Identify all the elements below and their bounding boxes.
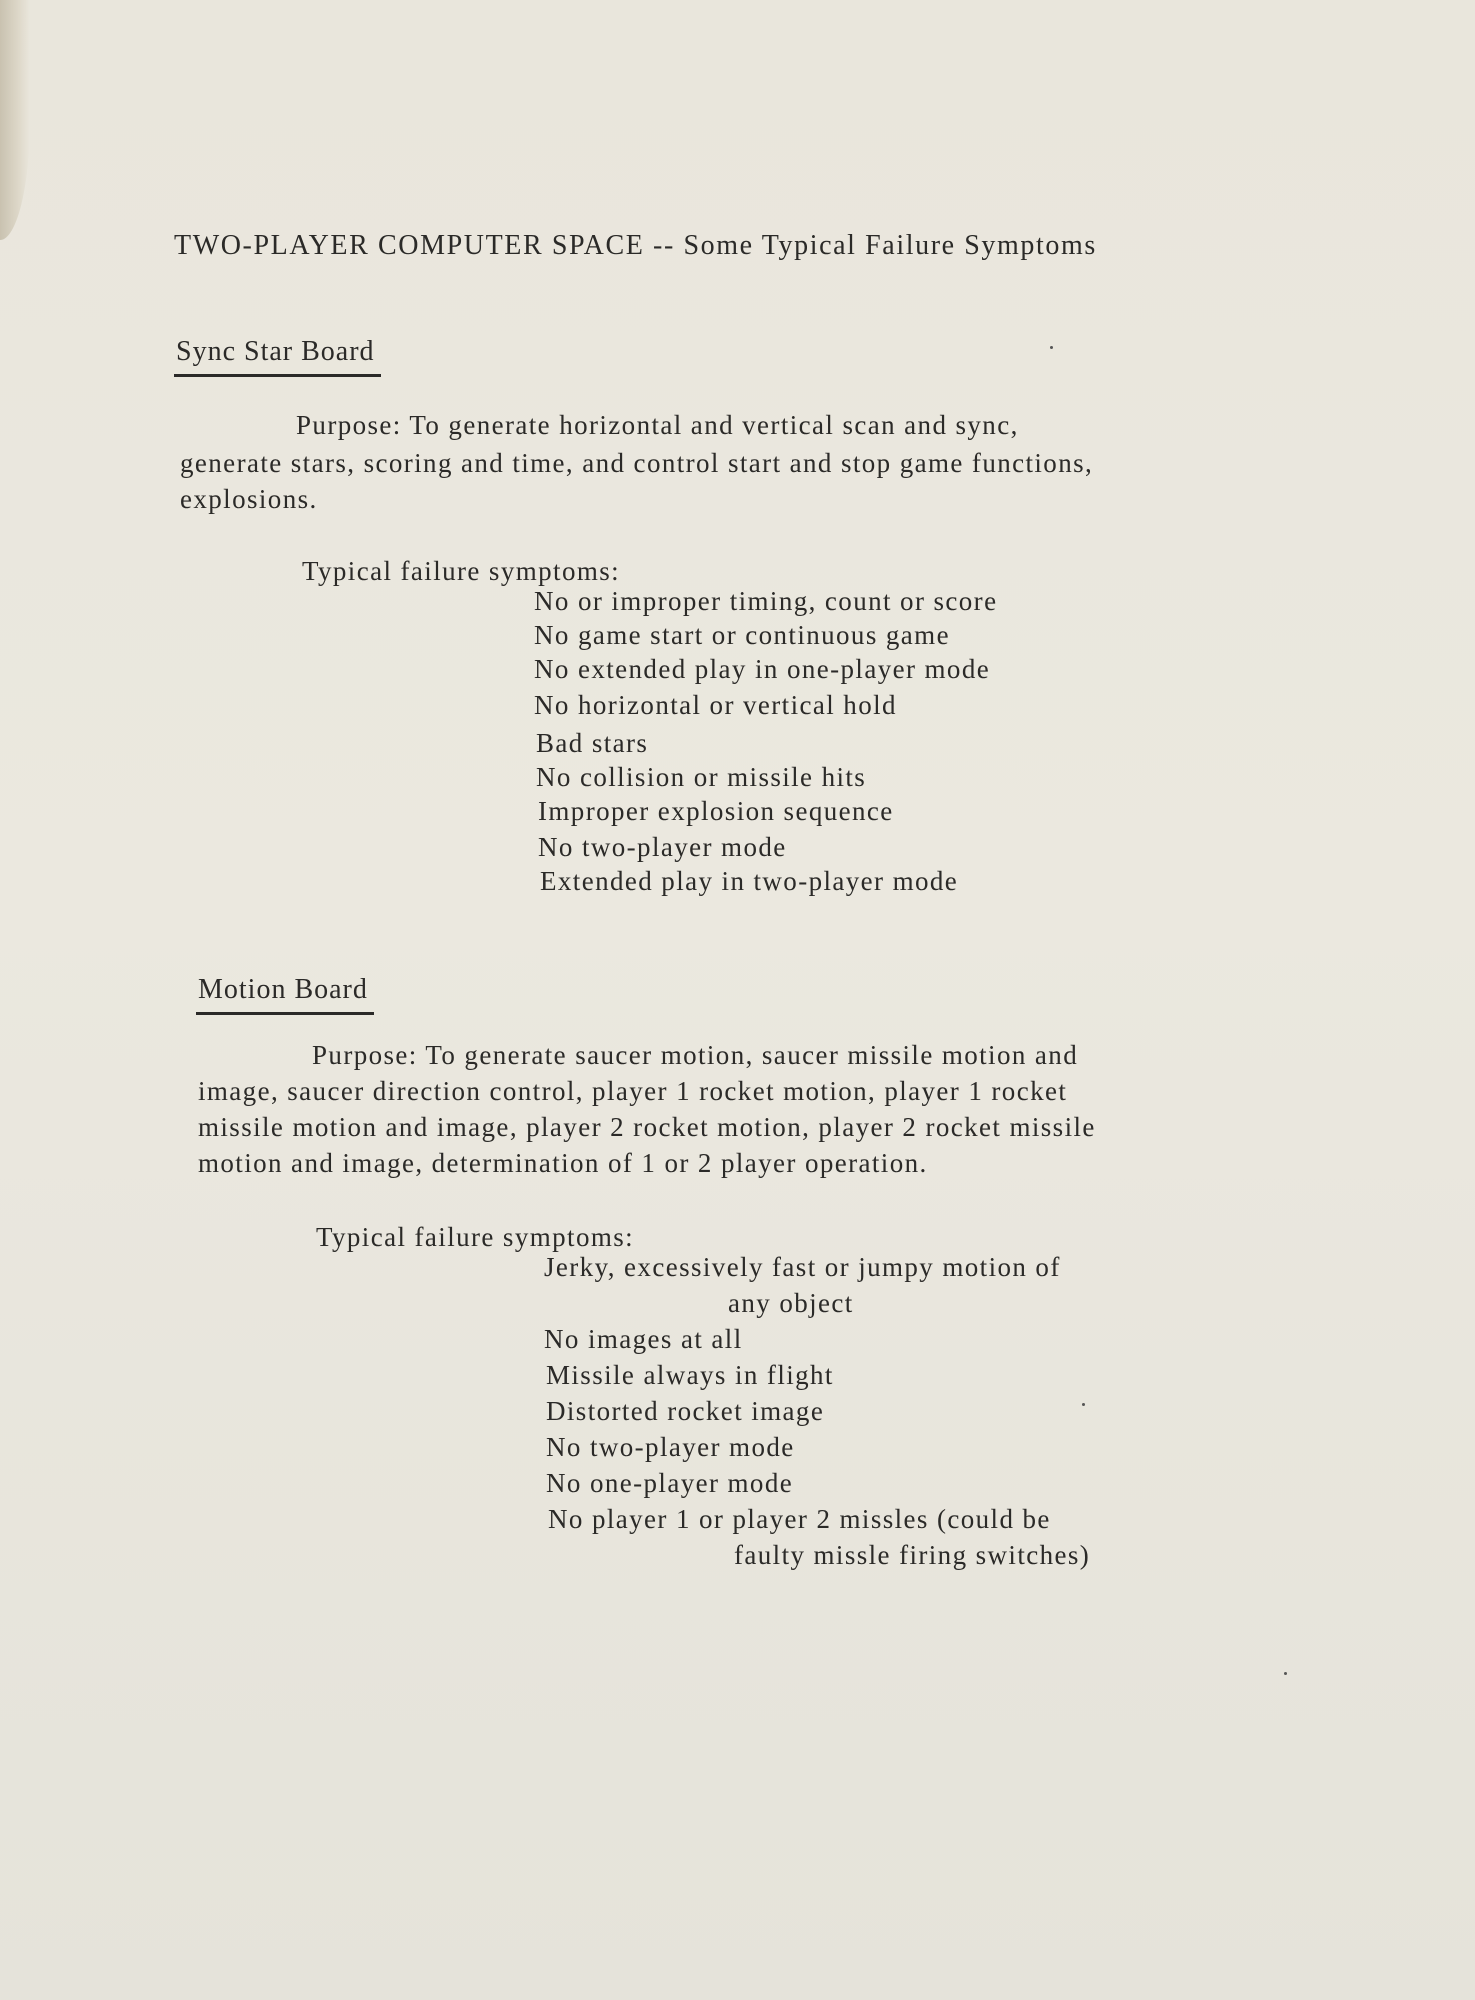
- document-title: TWO-PLAYER COMPUTER SPACE -- Some Typical Failure Symptoms: [174, 230, 1097, 261]
- symptom-item: Distorted rocket image: [546, 1396, 825, 1426]
- paper-speck: [1082, 1403, 1085, 1406]
- purpose-line: image, saucer direction control, player 1 rocket motion, player 1 rocket: [198, 1076, 1068, 1106]
- symptom-item: Missile always in flight: [546, 1360, 834, 1390]
- symptom-item: Extended play in two-player mode: [540, 866, 959, 896]
- purpose-line: motion and image, determination of 1 or 2 player operation.: [198, 1148, 928, 1178]
- paper-speck: [1050, 346, 1053, 349]
- symptom-item: No game start or continuous game: [534, 620, 950, 650]
- symptom-item: No horizontal or vertical hold: [534, 690, 897, 720]
- purpose-line: generate stars, scoring and time, and control start and stop game functions,: [180, 448, 1094, 478]
- paper-speck: [1284, 1672, 1287, 1675]
- symptoms-label: Typical failure symptoms:: [316, 1222, 635, 1252]
- purpose-line: missile motion and image, player 2 rocket motion, player 2 rocket missile: [198, 1112, 1096, 1142]
- symptom-item: No one-player mode: [546, 1468, 794, 1498]
- symptom-item: No extended play in one-player mode: [534, 654, 991, 684]
- symptoms-label: Typical failure symptoms:: [302, 556, 621, 586]
- symptom-item: No two-player mode: [546, 1432, 795, 1462]
- symptom-item: Bad stars: [536, 728, 649, 758]
- symptom-item: No or improper timing, count or score: [534, 586, 998, 616]
- purpose-line: Purpose: To generate saucer motion, saucer missile motion and: [312, 1040, 1079, 1070]
- symptom-item: No images at all: [544, 1324, 743, 1354]
- page-curl-edge: [0, 0, 30, 240]
- section-heading-motion-board: Motion Board: [196, 974, 374, 1015]
- symptom-item: No player 1 or player 2 missles (could be: [548, 1504, 1051, 1534]
- purpose-line: Purpose: To generate horizontal and vertical scan and sync,: [296, 410, 1019, 440]
- purpose-line: explosions.: [180, 484, 318, 514]
- symptom-item: Jerky, excessively fast or jumpy motion of: [544, 1252, 1061, 1282]
- symptom-item-continued: faulty missle firing switches): [734, 1540, 1091, 1570]
- symptom-item: Improper explosion sequence: [538, 796, 894, 826]
- symptom-item: No two-player mode: [538, 832, 787, 862]
- symptom-item: No collision or missile hits: [536, 762, 867, 792]
- section-heading-sync-star-board: Sync Star Board: [174, 336, 381, 377]
- symptom-item-continued: any object: [728, 1288, 854, 1318]
